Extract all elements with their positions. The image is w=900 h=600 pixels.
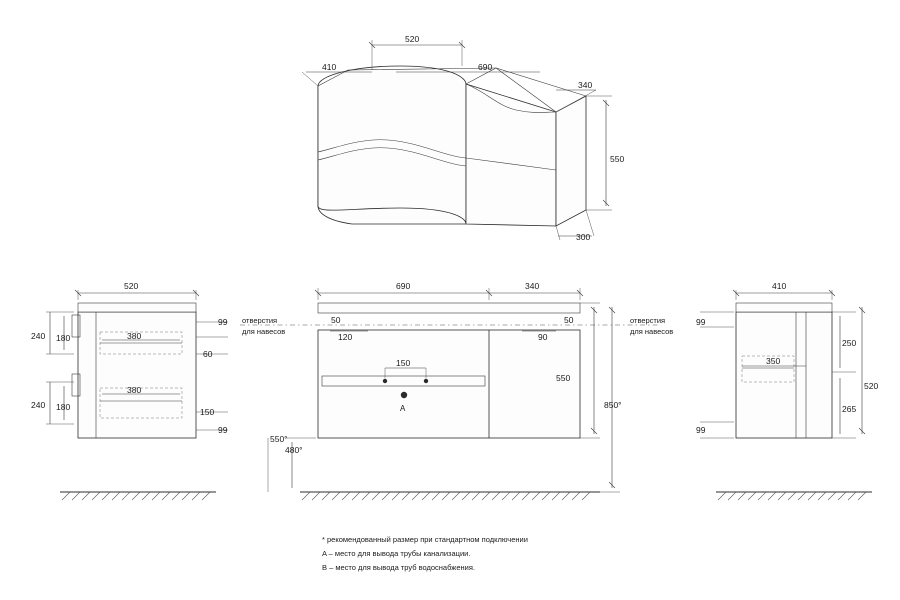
left-dim-99-top: 99	[218, 317, 228, 327]
ground-hatch-left	[62, 492, 210, 500]
right-side-view	[696, 281, 878, 500]
holes-right-label-line2: для навесов	[630, 327, 674, 336]
ground-hatch-right	[718, 492, 866, 500]
iso-dim-340: 340	[578, 80, 593, 90]
legend-line-3: B – место для вывода труб водоснабжения.	[322, 563, 475, 572]
left-dim-550-deg: 550°	[270, 434, 288, 444]
legend-line-1: * рекомендованный размер при стандартном подключении	[322, 535, 528, 544]
front-dim-50-right: 50	[564, 315, 574, 325]
left-dim-520: 520	[124, 281, 139, 291]
left-dim-180-bottom: 180	[56, 402, 71, 412]
right-dim-250: 250	[842, 338, 857, 348]
left-dim-99-bottom: 99	[218, 425, 228, 435]
front-dim-550: 550	[556, 373, 571, 383]
legend-block	[322, 535, 528, 572]
left-dim-380-bottom: 380	[127, 385, 142, 395]
right-dim-520: 520	[864, 381, 879, 391]
right-dim-350: 350	[766, 356, 781, 366]
left-dim-240-top: 240	[31, 331, 46, 341]
right-dim-99-bottom: 99	[696, 425, 706, 435]
left-dim-240-bottom: 240	[31, 400, 46, 410]
left-dim-380-top: 380	[127, 331, 142, 341]
right-dim-410: 410	[772, 281, 787, 291]
left-dim-150: 150	[200, 407, 215, 417]
legend-line-2: A – место для вывода трубы канализации.	[322, 549, 471, 558]
front-dim-50-left: 50	[331, 315, 341, 325]
front-dim-850: 850°	[604, 400, 622, 410]
iso-dim-550: 550	[610, 154, 625, 164]
holes-left-label-line2: для навесов	[242, 327, 286, 336]
front-dim-90: 90	[538, 332, 548, 342]
iso-dim-520: 520	[405, 34, 420, 44]
point-a-label: A	[400, 404, 406, 413]
front-view	[240, 281, 673, 500]
holes-right-label-line1: отверстия	[630, 316, 666, 325]
front-dim-340: 340	[525, 281, 540, 291]
left-side-view	[31, 281, 288, 500]
front-dim-150: 150	[396, 358, 411, 368]
left-dim-60: 60	[203, 349, 213, 359]
front-dim-690: 690	[396, 281, 411, 291]
iso-dim-300: 300	[576, 232, 591, 242]
isometric-view	[302, 34, 624, 242]
iso-dim-410: 410	[322, 62, 337, 72]
iso-dim-690: 690	[478, 62, 493, 72]
front-dim-480: 480°	[285, 445, 303, 455]
left-dim-180-top: 180	[56, 333, 71, 343]
right-dim-265: 265	[842, 404, 857, 414]
front-dim-120: 120	[338, 332, 353, 342]
point-a-marker	[401, 392, 407, 398]
holes-left-label-line1: отверстия	[242, 316, 278, 325]
ground-hatch-front	[302, 492, 590, 500]
right-dim-99-top: 99	[696, 317, 706, 327]
